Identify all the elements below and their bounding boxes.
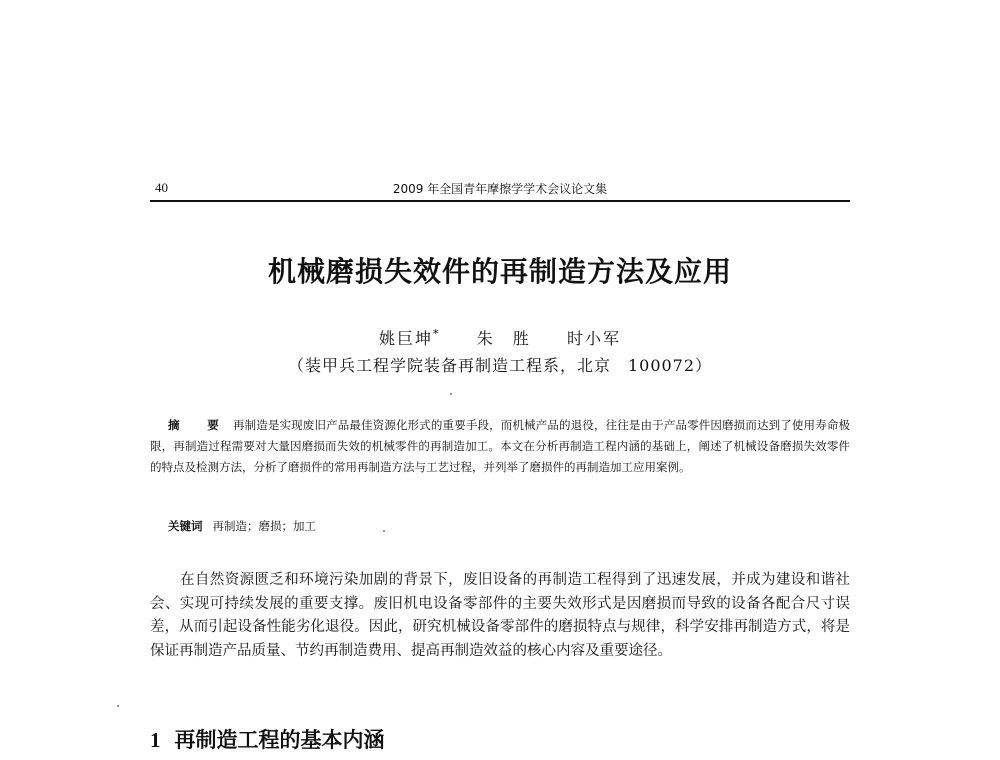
keywords-line — [168, 518, 850, 534]
keywords-text: 再制造；磨损；加工 — [212, 519, 316, 533]
author-name: 时小军 — [566, 329, 621, 348]
abstract-paragraph — [150, 415, 850, 478]
paper-title: 机械磨损失效件的再制造方法及应用 — [267, 255, 732, 288]
author-name: 姚巨坤 — [379, 329, 434, 348]
page-number: 40 — [155, 180, 168, 195]
section-number: 1 — [150, 728, 161, 752]
author-affiliation: （装甲兵工程学院装备再制造工程系，北京 100072） — [287, 356, 713, 375]
author-list — [150, 326, 850, 349]
intro-paragraph: 在自然资源匮乏和环境污染加剧的背景下，废旧设备的再制造工程得到了迅速发展，并成为建设和谐社会、实现可持续发展的重要支撑。废旧机电设备零部件的主要失效形式是因磨损而导致的设备各配合尺寸误差，从而引起设备性能劣化退役。因此，研究机械设备零部件的磨损特点与规律，科学安排再制造方式，将是保证再制造产品质量、节约再制造费用、提高再制造效益的核心内容及重要途径。 — [150, 572, 850, 659]
scan-artifact — [117, 705, 119, 707]
scan-artifact — [450, 393, 452, 395]
author-name: 朱 胜 — [476, 329, 531, 348]
keywords-label: 关键词 — [168, 519, 203, 533]
section-title: 再制造工程的基本内涵 — [174, 727, 385, 752]
scan-artifact — [383, 530, 385, 532]
abstract-label: 摘 要 — [168, 418, 227, 432]
section-heading — [150, 724, 850, 754]
running-header-row — [150, 180, 850, 200]
header-rule — [150, 200, 850, 202]
abstract-text: 再制造是实现废旧产品最佳资源化形式的重要手段，而机械产品的退役，往往是由于产品零件因磨损而达到了使用寿命极限，再制造过程需要对大量因磨损而失效的机械零件的再制造加工。本文在分析再制造工程内涵的基础上，阐述了机械设备磨损失效零件的特点及检测方法，分析了磨损件的常用再制造方法与工艺过程，并列举了磨损件的再制造加工应用案例。 — [150, 418, 850, 474]
running-header-title: 2009 年全国青年摩擦学学术会议论文集 — [392, 182, 608, 196]
corresponding-author-mark: * — [433, 327, 441, 341]
